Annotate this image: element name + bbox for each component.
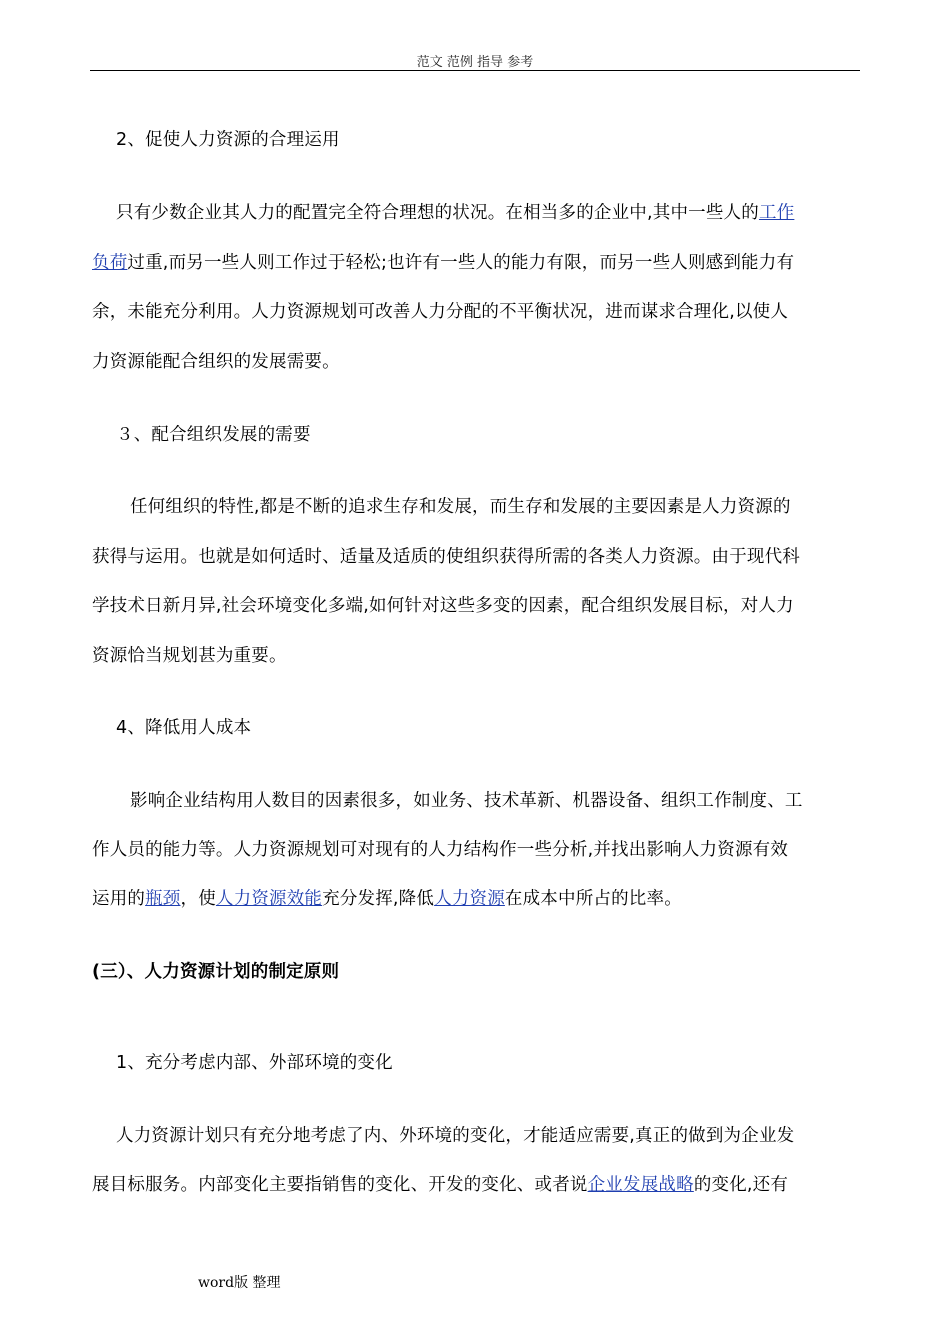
heading-2: 2、促使人力资源的合理运用 [116, 130, 340, 150]
text-run: 展目标服务。内部变化主要指销售的变化、开发的变化、或者说 [92, 1175, 588, 1195]
text-run: 运用的 [92, 889, 146, 909]
link-hr-efficiency[interactable]: 人力资源效能 [215, 889, 323, 909]
heading-4: 4、降低用人成本 [116, 718, 252, 738]
paragraph-3-line-3: 学技术日新月异,社会环境变化多端,如何针对这些多变的因素，配合组织发展目标，对人力 [92, 596, 794, 616]
paragraph-1-line-1: 人力资源计划只有充分地考虑了内、外环境的变化，才能适应需要,真正的做到为企业发 [116, 1126, 795, 1146]
header-rule [90, 70, 860, 71]
paragraph-4-line-2: 作人员的能力等。人力资源规划可对现有的人力结构作一些分析,并找出影响人力资源有效 [92, 840, 789, 860]
paragraph-3-line-1: 任何组织的特性,都是不断的追求生存和发展，而生存和发展的主要因素是人力资源的 [130, 497, 791, 517]
text-run: 在成本中所占的比率。 [504, 889, 682, 909]
link-workload-part2[interactable]: 负荷 [92, 253, 128, 273]
paragraph-4-line-3 [92, 887, 862, 911]
heading-3: ３、配合组织发展的需要 [116, 425, 311, 445]
paragraph-4-line-1: 影响企业结构用人数目的因素很多，如业务、技术革新、机器设备、组织工作制度、工 [130, 791, 803, 811]
paragraph-2-line-3: 余，未能充分利用。人力资源规划可改善人力分配的不平衡状况，进而谋求合理化,以使人 [92, 302, 789, 322]
paragraph-1-line-2 [92, 1173, 862, 1197]
paragraph-2-line-1 [116, 201, 886, 225]
text-run: 只有少数企业其人力的配置完全符合理想的状况。在相当多的企业中,其中一些人的 [116, 203, 759, 223]
section-heading-3: (三）、人力资源计划的制定原则 [92, 962, 340, 982]
page-footer: word版 整理 [198, 1275, 281, 1291]
text-run: 充分发挥,降低 [322, 889, 435, 909]
text-run: ，使 [180, 889, 216, 909]
link-bottleneck[interactable]: 瓶颈 [145, 889, 181, 909]
text-run: 的变化,还有 [693, 1175, 789, 1195]
page-header: 范文 范例 指导 参考 [416, 55, 534, 70]
paragraph-2-line-2 [92, 251, 862, 275]
link-enterprise-strategy[interactable]: 企业发展战略 [587, 1175, 694, 1195]
text-run: 过重,而另一些人则工作过于轻松;也许有一些人的能力有限，而另一些人则感到能力有 [127, 253, 795, 273]
heading-1: 1、充分考虑内部、外部环境的变化 [116, 1053, 393, 1073]
paragraph-3-line-2: 获得与运用。也就是如何适时、适量及适质的使组织获得所需的各类人力资源。由于现代科 [92, 547, 800, 567]
link-human-resources[interactable]: 人力资源 [434, 889, 505, 909]
paragraph-2-line-4: 力资源能配合组织的发展需要。 [92, 352, 340, 372]
link-workload-part1[interactable]: 工作 [758, 203, 795, 223]
paragraph-3-line-4: 资源恰当规划甚为重要。 [92, 646, 287, 666]
